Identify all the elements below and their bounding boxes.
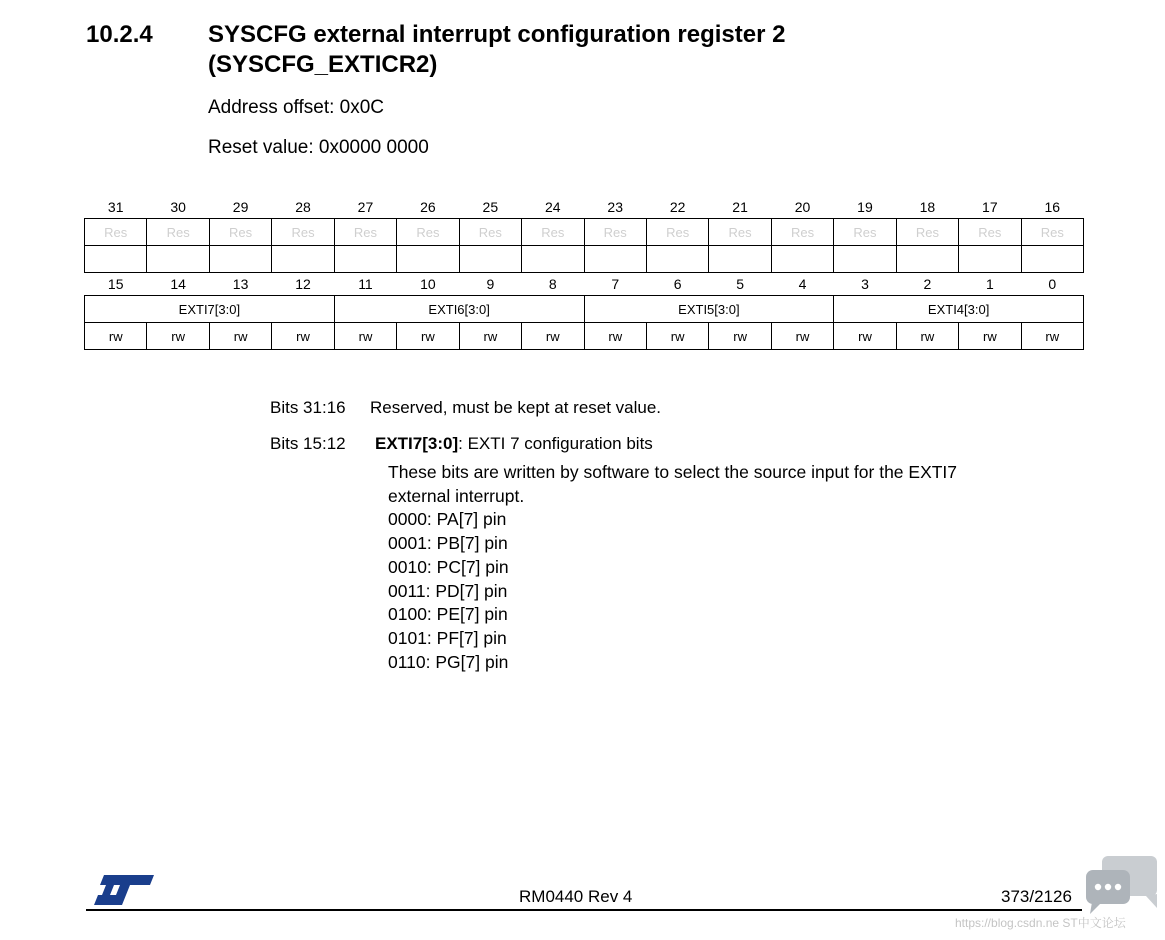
access-cell: rw <box>272 323 334 350</box>
access-cell-empty <box>272 246 334 273</box>
bit-number: 27 <box>357 199 374 215</box>
access-cell-empty <box>459 246 521 273</box>
bit-number: 0 <box>1048 276 1057 292</box>
register-table <box>84 196 1084 350</box>
access-cell: rw <box>834 323 896 350</box>
lower-bit-number-row <box>85 273 1084 296</box>
section-title-line2: (SYSCFG_EXTICR2) <box>208 51 438 78</box>
bit-number: 11 <box>358 276 373 292</box>
bits-15-12-label: Bits 15:12 <box>270 434 346 453</box>
lower-field-row <box>85 296 1084 323</box>
access-cell: rw <box>397 323 459 350</box>
section-title <box>208 20 785 80</box>
access-cell-empty <box>584 246 646 273</box>
reserved-field: Res <box>272 219 334 246</box>
bit-number: 31 <box>107 199 124 215</box>
reserved-field: Res <box>397 219 459 246</box>
option-line: 0110: PG[7] pin <box>388 651 509 672</box>
bit-number: 2 <box>923 276 932 292</box>
reset-value: Reset value: 0x0000 0000 <box>208 137 429 158</box>
bit-number: 20 <box>794 199 811 215</box>
reserved-field: Res <box>771 219 833 246</box>
bits-31-16-text: Reserved, must be kept at reset value. <box>370 398 662 417</box>
description-line: These bits are written by software to select the source input for the EXTI7 <box>388 462 958 482</box>
reserved-field: Res <box>646 219 708 246</box>
bits-31-16-label: Bits 31:16 <box>270 398 346 417</box>
access-cell-empty <box>646 246 708 273</box>
bit-number: 5 <box>736 276 744 292</box>
address-offset: Address offset: 0x0C <box>208 97 385 118</box>
access-cell-empty <box>147 246 209 273</box>
field-exti4: EXTI4[3:0] <box>834 296 1084 323</box>
access-cell-empty <box>334 246 396 273</box>
reserved-field: Res <box>1021 219 1083 246</box>
option-line: 0100: PE[7] pin <box>388 604 508 625</box>
description-body <box>388 461 957 674</box>
upper-access-row <box>85 246 1084 273</box>
reserved-field: Res <box>459 219 521 246</box>
access-cell-empty <box>209 246 271 273</box>
access-cell-empty <box>1021 246 1083 273</box>
reserved-field: Res <box>522 219 584 246</box>
access-cell: rw <box>584 323 646 350</box>
reserved-field: Res <box>85 219 147 246</box>
access-cell: rw <box>85 323 147 350</box>
access-cell: rw <box>709 323 771 350</box>
access-cell-empty <box>522 246 584 273</box>
bit-number: 4 <box>798 276 807 292</box>
bit-number: 17 <box>982 199 998 215</box>
access-cell: rw <box>896 323 958 350</box>
access-cell: rw <box>459 323 521 350</box>
bit-number: 23 <box>607 199 623 215</box>
field-exti6: EXTI6[3:0] <box>334 296 584 323</box>
access-cell: rw <box>334 323 396 350</box>
page-number: 373/2126 <box>1001 887 1072 906</box>
bit-number: 18 <box>919 199 936 215</box>
access-cell: rw <box>147 323 209 350</box>
bit-number: 24 <box>544 199 561 215</box>
access-cell: rw <box>522 323 584 350</box>
bit-number: 29 <box>232 199 249 215</box>
bit-number: 14 <box>170 276 186 292</box>
bit-number: 9 <box>486 276 495 292</box>
section-number: 10.2.4 <box>86 21 153 48</box>
upper-field-row <box>85 219 1084 246</box>
access-cell: rw <box>209 323 271 350</box>
bit-number: 15 <box>107 276 124 292</box>
bit-number: 13 <box>232 276 249 292</box>
access-cell-empty <box>85 246 147 273</box>
bit-number: 6 <box>673 276 682 292</box>
field-exti5: EXTI5[3:0] <box>584 296 834 323</box>
option-line: 0101: PF[7] pin <box>388 627 507 648</box>
st-logo-icon <box>94 873 156 912</box>
access-cell: rw <box>771 323 833 350</box>
option-line: 0010: PC[7] pin <box>388 556 509 577</box>
bit-number: 3 <box>861 276 869 292</box>
bit-number: 7 <box>611 276 620 292</box>
reserved-field: Res <box>896 219 958 246</box>
reserved-field: Res <box>959 219 1021 246</box>
reserved-field: Res <box>147 219 209 246</box>
bit-number: 21 <box>732 199 748 215</box>
access-cell: rw <box>959 323 1021 350</box>
watermark: https://blog.csdn.ne ST中文论坛 <box>955 916 1126 930</box>
section-title-line1: SYSCFG external interrupt configuration register 2 <box>208 21 786 48</box>
access-cell: rw <box>646 323 708 350</box>
field-name: EXTI7[3:0] <box>375 434 459 453</box>
description-line: external interrupt. <box>388 485 525 506</box>
reserved-field: Res <box>584 219 646 246</box>
access-cell: rw <box>1021 323 1083 350</box>
reserved-field: Res <box>209 219 271 246</box>
bit-number: 22 <box>669 199 686 215</box>
footer-rule <box>86 909 1082 911</box>
access-cell-empty <box>896 246 958 273</box>
option-line: 0000: PA[7] pin <box>388 509 507 530</box>
bit-number: 30 <box>170 199 186 215</box>
bits-15-12-heading <box>375 433 653 455</box>
access-cell-empty <box>709 246 771 273</box>
reserved-field: Res <box>834 219 896 246</box>
upper-bit-number-row <box>85 196 1084 219</box>
bit-number: 19 <box>857 199 873 215</box>
bit-number: 28 <box>295 199 311 215</box>
bit-number: 16 <box>1044 199 1061 215</box>
bit-number: 12 <box>295 276 311 292</box>
bit-number: 25 <box>482 199 499 215</box>
bit-number: 10 <box>420 276 436 292</box>
access-cell-empty <box>834 246 896 273</box>
chat-bubble-icon[interactable] <box>1086 856 1158 921</box>
access-cell-empty <box>959 246 1021 273</box>
option-line: 0011: PD[7] pin <box>388 580 508 601</box>
reserved-field: Res <box>709 219 771 246</box>
bit-number: 26 <box>420 199 436 215</box>
field-description: : EXTI 7 configuration bits <box>458 434 653 453</box>
bit-number: 8 <box>548 276 557 292</box>
option-line: 0001: PB[7] pin <box>388 533 508 554</box>
bit-number: 1 <box>985 276 994 292</box>
document-reference: RM0440 Rev 4 <box>519 887 633 906</box>
lower-access-row <box>85 323 1084 350</box>
access-cell-empty <box>397 246 459 273</box>
reserved-field: Res <box>334 219 396 246</box>
field-exti7: EXTI7[3:0] <box>85 296 335 323</box>
access-cell-empty <box>771 246 833 273</box>
